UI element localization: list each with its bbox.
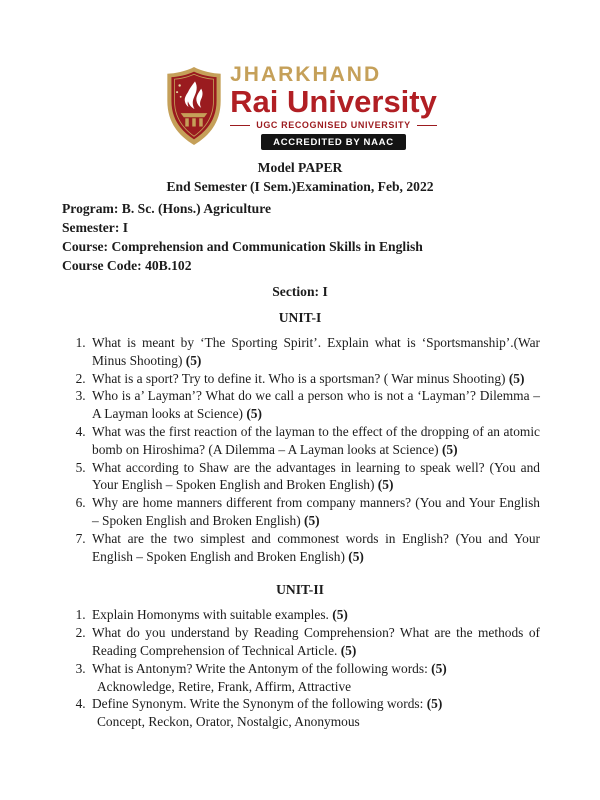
course-code-line: Course Code: 40B.102 [62, 258, 192, 273]
unit-2-heading: UNIT-II [276, 582, 324, 598]
question-text: What was the first reaction of the layman to the effect of the dropping of an atomic bomb on Hiroshima? (A Dilemma – A Layman looks at Science) [92, 423, 540, 457]
question-item [89, 530, 540, 566]
question-item [89, 334, 540, 370]
logo-text [230, 64, 437, 150]
question-item [89, 459, 540, 495]
logo-jharkhand: JHARKHAND [230, 63, 382, 86]
question-item [89, 387, 540, 423]
university-logo [0, 64, 600, 150]
question-word-list: Acknowledge, Retire, Frank, Affirm, Attractive [97, 678, 352, 694]
question-marks: (5) [348, 548, 364, 564]
question-item [89, 494, 540, 530]
tagline-text: UGC RECOGNISED UNIVERSITY [256, 120, 411, 130]
unit-2-questions-list [62, 606, 540, 731]
question-marks: (5) [246, 406, 262, 422]
question-marks: (5) [441, 441, 458, 457]
question-marks: (5) [431, 660, 447, 676]
question-marks: (5) [332, 607, 348, 623]
question-item [89, 423, 540, 459]
logo-rai-university: Rai University [230, 84, 437, 119]
tagline-rule-left [230, 125, 250, 126]
question-marks: (5) [377, 477, 394, 493]
naac-badge: ACCREDITED BY NAAC [261, 134, 406, 150]
question-item [89, 370, 540, 388]
question-text: What according to Shaw are the advantages in learning to speak well? (You and Your English – Spoken English and Broken English) [92, 459, 540, 493]
question-marks: (5) [508, 370, 525, 386]
course-line: Course: Comprehension and Communication Skills in English [62, 239, 423, 254]
question-text: Who is a’ Layman’? What do we call a person who is not a ‘Layman’? Dilemma – A Layman looks at Science) [92, 388, 540, 422]
question-text: What is meant by ‘The Sporting Spirit’. Explain what is ‘Sportsmanship’.(War Minus Shooting) [92, 335, 540, 368]
tagline-rule-right [417, 125, 437, 126]
program-line: Program: B. Sc. (Hons.) Agriculture [62, 201, 272, 216]
semester-line: Semester: I [62, 220, 129, 235]
question-word-list: Concept, Reckon, Orator, Nostalgic, Anonymous [97, 714, 360, 730]
meta-block [62, 199, 538, 275]
question-item [89, 624, 540, 660]
unit-1-questions-list [62, 334, 540, 565]
question-text: Why are home manners different from company manners? (You and Your English – Spoken English and Broken English) [92, 495, 540, 528]
unit-1-heading: UNIT-I [278, 310, 322, 325]
question-text: What is Antonym? Write the Antonym of the following words: [92, 660, 432, 676]
section-heading: Section: I [272, 284, 328, 299]
question-text: What is a sport? Try to define it. Who is a sportsman? ( War minus Shooting) [92, 370, 509, 386]
paper-title: Model PAPER [257, 160, 343, 175]
exam-subtitle: End Semester (I Sem.)Examination, Feb, 2022 [166, 178, 434, 194]
question-marks: (5) [185, 352, 202, 368]
question-marks: (5) [426, 696, 443, 712]
ugc-tagline [230, 120, 437, 130]
question-marks: (5) [304, 512, 320, 528]
university-shield-icon [163, 66, 225, 146]
question-text: Define Synonym. Write the Synonym of the following words: [92, 696, 427, 712]
question-text: Explain Homonyms with suitable examples. [92, 607, 333, 623]
question-item [89, 606, 540, 624]
question-text: What do you understand by Reading Comprehension? What are the methods of Reading Comprehension of Technical Article. [92, 625, 540, 658]
question-marks: (5) [340, 642, 357, 658]
question-text: What are the two simplest and commonest words in English? (You and Your English – Spoken English and Broken English) [92, 530, 540, 564]
question-item [89, 660, 540, 696]
question-item [89, 695, 540, 731]
title-block [0, 159, 600, 196]
